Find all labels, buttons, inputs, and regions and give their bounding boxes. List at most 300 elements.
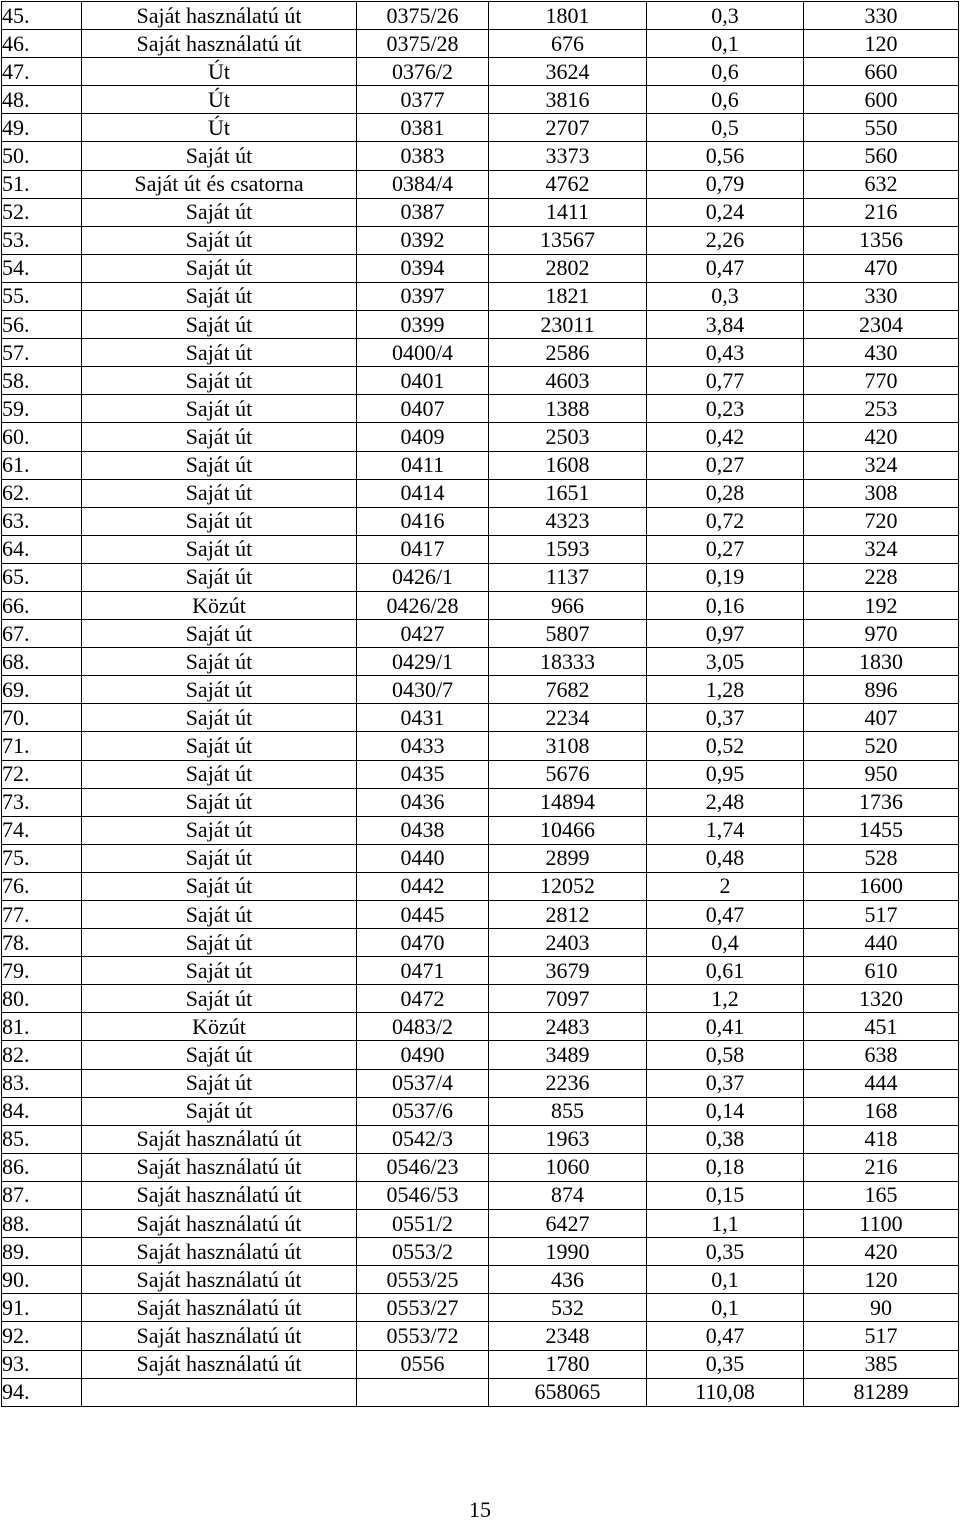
hectare-cell: 3,84 [647,311,804,339]
area-cell: 18333 [489,648,647,676]
value-cell: 418 [804,1125,959,1153]
row-number-cell: 51. [2,170,82,198]
row-number-cell: 86. [2,1153,82,1181]
parcel-id-cell: 0401 [357,367,489,395]
value-cell: 1320 [804,985,959,1013]
road-type-cell: Saját út [82,535,357,563]
row-number-cell: 62. [2,479,82,507]
value-cell: 1100 [804,1210,959,1238]
parcel-id-cell: 0383 [357,142,489,170]
row-number-cell: 56. [2,311,82,339]
hectare-cell: 2 [647,872,804,900]
hectare-cell: 0,58 [647,1041,804,1069]
area-cell: 1411 [489,198,647,226]
value-cell: 120 [804,30,959,58]
hectare-cell: 0,27 [647,451,804,479]
hectare-cell: 0,16 [647,591,804,619]
row-number-cell: 60. [2,423,82,451]
parcel-id-cell: 0427 [357,620,489,648]
value-cell: 517 [804,1322,959,1350]
hectare-cell: 0,3 [647,2,804,30]
road-type-cell: Saját út [82,198,357,226]
value-cell: 440 [804,929,959,957]
table-row [2,985,959,1013]
table-row [2,507,959,535]
hectare-cell: 0,97 [647,620,804,648]
area-cell: 3816 [489,86,647,114]
value-cell: 2304 [804,311,959,339]
parcel-id-cell: 0553/25 [357,1266,489,1294]
road-type-cell: Saját út [82,901,357,929]
value-cell: 216 [804,198,959,226]
value-cell: 308 [804,479,959,507]
hectare-cell: 3,05 [647,648,804,676]
row-number-cell: 89. [2,1238,82,1266]
parcel-id-cell: 0411 [357,451,489,479]
hectare-cell: 0,37 [647,1069,804,1097]
row-number-cell: 84. [2,1097,82,1125]
parcel-id-cell: 0537/6 [357,1097,489,1125]
row-number-cell: 93. [2,1350,82,1378]
hectare-cell: 0,18 [647,1153,804,1181]
table-row [2,311,959,339]
row-number-cell: 69. [2,676,82,704]
row-number-cell: 90. [2,1266,82,1294]
value-cell: 720 [804,507,959,535]
area-cell: 855 [489,1097,647,1125]
row-number-cell: 68. [2,648,82,676]
area-cell: 5676 [489,760,647,788]
parcel-id-cell: 0553/72 [357,1322,489,1350]
value-cell: 632 [804,170,959,198]
table-row [2,1041,959,1069]
page-number: 15 [469,1497,491,1522]
value-cell: 330 [804,282,959,310]
road-type-cell: Saját út [82,760,357,788]
row-number-cell: 48. [2,86,82,114]
area-cell: 23011 [489,311,647,339]
parcel-id-cell: 0409 [357,423,489,451]
parcel-id-cell: 0414 [357,479,489,507]
area-cell: 1990 [489,1238,647,1266]
value-cell: 517 [804,901,959,929]
value-cell: 385 [804,1350,959,1378]
hectare-cell: 0,47 [647,901,804,929]
table-row [2,872,959,900]
area-cell: 658065 [489,1378,647,1406]
table-row [2,591,959,619]
hectare-cell: 0,47 [647,1322,804,1350]
parcel-id-cell: 0436 [357,788,489,816]
parcel-id-cell: 0542/3 [357,1125,489,1153]
row-number-cell: 50. [2,142,82,170]
area-cell: 3373 [489,142,647,170]
road-type-cell: Saját út [82,142,357,170]
row-number-cell: 77. [2,901,82,929]
hectare-cell: 0,27 [647,535,804,563]
hectare-cell: 0,4 [647,929,804,957]
value-cell: 560 [804,142,959,170]
hectare-cell: 0,56 [647,142,804,170]
hectare-cell: 0,14 [647,1097,804,1125]
value-cell: 1830 [804,648,959,676]
row-number-cell: 83. [2,1069,82,1097]
table-row [2,2,959,30]
value-cell: 470 [804,254,959,282]
hectare-cell: 110,08 [647,1378,804,1406]
hectare-cell: 0,38 [647,1125,804,1153]
hectare-cell: 0,41 [647,1013,804,1041]
area-cell: 4762 [489,170,647,198]
hectare-cell: 0,3 [647,282,804,310]
road-type-cell: Saját út [82,563,357,591]
parcel-id-cell [357,1378,489,1406]
road-type-cell: Saját út [82,788,357,816]
area-cell: 4603 [489,367,647,395]
parcel-id-cell: 0438 [357,816,489,844]
parcel-id-cell: 0553/27 [357,1294,489,1322]
hectare-cell: 0,19 [647,563,804,591]
parcel-id-cell: 0556 [357,1350,489,1378]
hectare-cell: 0,28 [647,479,804,507]
parcel-id-cell: 0430/7 [357,676,489,704]
row-number-cell: 63. [2,507,82,535]
table-row [2,58,959,86]
row-number-cell: 72. [2,760,82,788]
hectare-cell: 2,26 [647,226,804,254]
table-row [2,198,959,226]
hectare-cell: 0,61 [647,957,804,985]
road-type-cell: Saját út [82,816,357,844]
row-number-cell: 65. [2,563,82,591]
road-type-cell: Saját út [82,648,357,676]
parcel-id-cell: 0392 [357,226,489,254]
road-type-cell: Saját út [82,339,357,367]
value-cell: 1455 [804,816,959,844]
table-row [2,367,959,395]
hectare-cell: 0,1 [647,30,804,58]
area-cell: 12052 [489,872,647,900]
value-cell: 600 [804,86,959,114]
table-row [2,563,959,591]
value-cell: 1356 [804,226,959,254]
parcel-id-cell: 0381 [357,114,489,142]
value-cell: 253 [804,395,959,423]
row-number-cell: 61. [2,451,82,479]
hectare-cell: 1,28 [647,676,804,704]
road-type-cell: Saját út [82,676,357,704]
row-number-cell: 74. [2,816,82,844]
row-number-cell: 49. [2,114,82,142]
parcel-id-cell: 0471 [357,957,489,985]
area-cell: 966 [489,591,647,619]
area-cell: 1963 [489,1125,647,1153]
row-number-cell: 58. [2,367,82,395]
road-type-cell: Saját használatú út [82,1238,357,1266]
parcel-id-cell: 0551/2 [357,1210,489,1238]
road-type-cell: Saját használatú út [82,1350,357,1378]
parcel-id-cell: 0537/4 [357,1069,489,1097]
row-number-cell: 81. [2,1013,82,1041]
hectare-cell: 0,47 [647,254,804,282]
area-cell: 2812 [489,901,647,929]
table-row [2,704,959,732]
area-cell: 1060 [489,1153,647,1181]
row-number-cell: 52. [2,198,82,226]
hectare-cell: 0,1 [647,1294,804,1322]
table-row [2,1153,959,1181]
parcel-id-cell: 0546/53 [357,1181,489,1209]
hectare-cell: 2,48 [647,788,804,816]
road-type-cell: Saját út [82,1041,357,1069]
row-number-cell: 91. [2,1294,82,1322]
parcel-id-cell: 0431 [357,704,489,732]
value-cell: 950 [804,760,959,788]
value-cell: 165 [804,1181,959,1209]
road-type-cell: Saját út és csatorna [82,170,357,198]
table-row [2,1238,959,1266]
row-number-cell: 45. [2,2,82,30]
row-number-cell: 64. [2,535,82,563]
parcel-id-cell: 0399 [357,311,489,339]
table-row [2,760,959,788]
value-cell: 330 [804,2,959,30]
table-row [2,535,959,563]
area-cell: 436 [489,1266,647,1294]
road-type-cell: Saját használatú út [82,1210,357,1238]
hectare-cell: 0,6 [647,86,804,114]
parcel-id-cell: 0407 [357,395,489,423]
parcel-id-cell: 0397 [357,282,489,310]
table-row [2,1294,959,1322]
value-cell: 430 [804,339,959,367]
row-number-cell: 71. [2,732,82,760]
road-type-cell: Saját út [82,929,357,957]
road-type-cell: Saját út [82,732,357,760]
table-row [2,423,959,451]
road-type-cell: Saját út [82,1097,357,1125]
value-cell: 216 [804,1153,959,1181]
hectare-cell: 0,6 [647,58,804,86]
road-type-cell: Saját út [82,254,357,282]
value-cell: 1600 [804,872,959,900]
area-cell: 1780 [489,1350,647,1378]
area-cell: 4323 [489,507,647,535]
hectare-cell: 0,95 [647,760,804,788]
table-row [2,676,959,704]
hectare-cell: 1,2 [647,985,804,1013]
hectare-cell: 0,24 [647,198,804,226]
area-cell: 2707 [489,114,647,142]
area-cell: 2586 [489,339,647,367]
table-row [2,30,959,58]
road-type-cell: Saját út [82,507,357,535]
area-cell: 2236 [489,1069,647,1097]
hectare-cell: 0,15 [647,1181,804,1209]
road-type-cell: Út [82,86,357,114]
parcel-id-cell: 0375/28 [357,30,489,58]
value-cell: 324 [804,451,959,479]
area-cell: 2802 [489,254,647,282]
row-number-cell: 92. [2,1322,82,1350]
road-type-cell: Közút [82,591,357,619]
road-type-cell: Saját út [82,226,357,254]
area-cell: 1608 [489,451,647,479]
hectare-cell: 0,52 [647,732,804,760]
area-cell: 2899 [489,844,647,872]
road-parcel-table [1,1,959,1407]
road-type-cell: Saját használatú út [82,2,357,30]
hectare-cell: 0,37 [647,704,804,732]
area-cell: 1593 [489,535,647,563]
value-cell: 324 [804,535,959,563]
value-cell: 192 [804,591,959,619]
table-row [2,226,959,254]
value-cell: 451 [804,1013,959,1041]
parcel-id-cell: 0426/28 [357,591,489,619]
value-cell: 528 [804,844,959,872]
area-cell: 3489 [489,1041,647,1069]
table-row [2,957,959,985]
parcel-id-cell: 0377 [357,86,489,114]
table-row [2,282,959,310]
parcel-id-cell: 0400/4 [357,339,489,367]
table-row [2,1125,959,1153]
area-cell: 5807 [489,620,647,648]
area-cell: 532 [489,1294,647,1322]
table-row [2,142,959,170]
table-row [2,901,959,929]
table-row [2,844,959,872]
table-row [2,339,959,367]
value-cell: 407 [804,704,959,732]
row-number-cell: 66. [2,591,82,619]
row-number-cell: 78. [2,929,82,957]
table-row [2,1266,959,1294]
value-cell: 896 [804,676,959,704]
row-number-cell: 79. [2,957,82,985]
parcel-id-cell: 0440 [357,844,489,872]
road-type-cell: Saját út [82,704,357,732]
hectare-cell: 0,42 [647,423,804,451]
parcel-id-cell: 0376/2 [357,58,489,86]
parcel-id-cell: 0553/2 [357,1238,489,1266]
parcel-id-cell: 0435 [357,760,489,788]
parcel-id-cell: 0470 [357,929,489,957]
row-number-cell: 53. [2,226,82,254]
table-row [2,1322,959,1350]
table-row [2,1378,959,1406]
table-row [2,254,959,282]
table-row [2,929,959,957]
parcel-id-cell: 0472 [357,985,489,1013]
table-row [2,479,959,507]
road-type-cell: Saját út [82,479,357,507]
value-cell: 228 [804,563,959,591]
hectare-cell: 0,1 [647,1266,804,1294]
value-cell: 420 [804,1238,959,1266]
table-row [2,1013,959,1041]
parcel-id-cell: 0445 [357,901,489,929]
value-cell: 90 [804,1294,959,1322]
row-number-cell: 55. [2,282,82,310]
road-type-cell: Saját út [82,844,357,872]
parcel-id-cell: 0387 [357,198,489,226]
table-body [2,2,959,1407]
area-cell: 7682 [489,676,647,704]
row-number-cell: 73. [2,788,82,816]
table-row [2,1097,959,1125]
area-cell: 2348 [489,1322,647,1350]
parcel-id-cell: 0433 [357,732,489,760]
row-number-cell: 67. [2,620,82,648]
table-row [2,1181,959,1209]
area-cell: 1388 [489,395,647,423]
value-cell: 660 [804,58,959,86]
parcel-id-cell: 0442 [357,872,489,900]
area-cell: 1651 [489,479,647,507]
hectare-cell: 0,79 [647,170,804,198]
hectare-cell: 0,23 [647,395,804,423]
row-number-cell: 88. [2,1210,82,1238]
road-type-cell: Út [82,114,357,142]
road-type-cell: Saját út [82,985,357,1013]
row-number-cell: 70. [2,704,82,732]
value-cell: 444 [804,1069,959,1097]
parcel-id-cell: 0394 [357,254,489,282]
value-cell: 520 [804,732,959,760]
area-cell: 7097 [489,985,647,1013]
road-type-cell: Saját használatú út [82,1322,357,1350]
row-number-cell: 46. [2,30,82,58]
area-cell: 13567 [489,226,647,254]
row-number-cell: 47. [2,58,82,86]
row-number-cell: 54. [2,254,82,282]
road-type-cell [82,1378,357,1406]
hectare-cell: 0,5 [647,114,804,142]
table-row [2,451,959,479]
hectare-cell: 1,74 [647,816,804,844]
area-cell: 10466 [489,816,647,844]
row-number-cell: 82. [2,1041,82,1069]
row-number-cell: 59. [2,395,82,423]
area-cell: 2234 [489,704,647,732]
value-cell: 638 [804,1041,959,1069]
road-type-cell: Közút [82,1013,357,1041]
road-type-cell: Saját út [82,423,357,451]
table-row [2,1210,959,1238]
area-cell: 3108 [489,732,647,760]
parcel-id-cell: 0426/1 [357,563,489,591]
value-cell: 120 [804,1266,959,1294]
parcel-id-cell: 0429/1 [357,648,489,676]
hectare-cell: 0,72 [647,507,804,535]
parcel-id-cell: 0490 [357,1041,489,1069]
parcel-id-cell: 0375/26 [357,2,489,30]
table-row [2,114,959,142]
table-row [2,816,959,844]
area-cell: 3679 [489,957,647,985]
row-number-cell: 57. [2,339,82,367]
hectare-cell: 1,1 [647,1210,804,1238]
parcel-id-cell: 0546/23 [357,1153,489,1181]
hectare-cell: 0,43 [647,339,804,367]
road-type-cell: Saját út [82,395,357,423]
value-cell: 81289 [804,1378,959,1406]
row-number-cell: 85. [2,1125,82,1153]
hectare-cell: 0,77 [647,367,804,395]
road-type-cell: Saját út [82,451,357,479]
